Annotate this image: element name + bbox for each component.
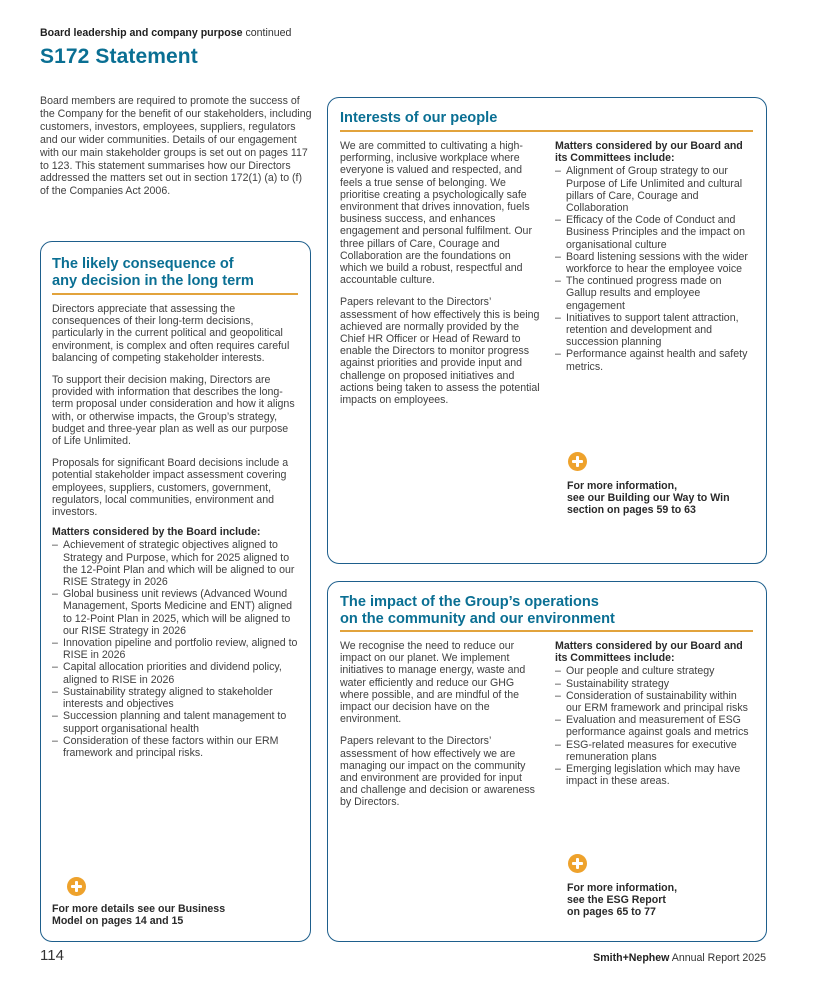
more-info-line: see the ESG Report — [567, 894, 666, 907]
people-box — [327, 97, 767, 564]
more-info-line: Model on pages 14 and 15 — [52, 915, 184, 928]
long-term-matters-heading: Matters considered by the Board include: — [52, 526, 261, 539]
long-term-body — [52, 303, 298, 759]
list-item: – Alignment of Group strategy to our Purpose of Life Unlimited and cultural pillars of Care, Courage and Collaboration — [555, 165, 755, 214]
community-title-rule — [340, 630, 753, 632]
plus-circle-icon — [568, 452, 587, 471]
long-term-title-line2: any decision in the long term — [52, 273, 254, 289]
page-title: S172 Statement — [40, 45, 198, 68]
more-info-line: For more details see our Business — [52, 903, 226, 915]
list-item: – Efficacy of the Code of Conduct and Business Principles and the impact on organisational culture — [555, 214, 755, 251]
list-item: – Capital allocation priorities and dividend policy, aligned to RISE in 2026 — [52, 661, 298, 685]
list-item: – Evaluation and measurement of ESG performance against goals and metrics — [555, 714, 755, 738]
people-more-info — [567, 480, 730, 517]
section-continued: continued — [245, 27, 292, 39]
community-body — [340, 640, 540, 819]
community-paragraph: We recognise the need to reduce our impact on our planet. We implement initiatives to manage energy, waste and water efficiently and reduce our GHG where possible, and are mindful of the impact our decision have on the environment. — [340, 640, 526, 726]
plus-circle-icon — [67, 877, 86, 896]
long-term-matters-list — [52, 539, 298, 759]
people-paragraph: Papers relevant to the Directors’ assessment of how effectively this is being achieved are normally provided by the Chief HR Officer or Head of Reward to enable the Directors to monitor progress against priorities and provide input and challenge on proposed initiatives and actions being taken to assess the potential impacts on employees. — [340, 296, 540, 407]
more-info-line: For more information, — [567, 882, 678, 894]
people-title: Interests of our people — [340, 110, 498, 126]
long-term-paragraph: To support their decision making, Directors are provided with information that describes the long-term proposal under consideration and how it aligns with, or otherwise impacts, the Group’s strategy, budget and three-year plan as well as our purpose of Life Unlimited. — [52, 374, 295, 448]
community-matters-heading: Matters considered by our Board and its Committees include: — [555, 640, 743, 665]
list-item: – Consideration of sustainability within our ERM framework and principal risks — [555, 690, 755, 714]
community-paragraph: Papers relevant to the Directors’ assessment of how effectively we are managing our impact on the community and environment are provided for input and challenge and decision or awareness by Directors. — [340, 735, 535, 809]
community-title-line2: on the community and our environment — [340, 611, 615, 627]
people-matters-list — [555, 165, 755, 372]
people-title-rule — [340, 130, 753, 132]
brand-name: Smith+Nephew — [593, 952, 670, 964]
list-item: – Performance against health and safety metrics. — [555, 348, 755, 372]
more-info-line: on pages 65 to 77 — [567, 906, 656, 919]
list-item: – Consideration of these factors within our ERM framework and principal risks. — [52, 735, 298, 759]
community-more-info — [567, 882, 677, 919]
long-term-box — [40, 241, 311, 942]
list-item: – ESG-related measures for executive remuneration plans — [555, 739, 755, 763]
list-item: – Sustainability strategy aligned to stakeholder interests and objectives — [52, 686, 298, 710]
list-item: – Board listening sessions with the wider workforce to hear the employee voice — [555, 251, 755, 275]
long-term-paragraph: Proposals for significant Board decisions include a potential stakeholder impact assessment covering employees, suppliers, customers, government, regulators, local communities, environment and investors. — [52, 457, 289, 519]
list-item: – Achievement of strategic objectives aligned to Strategy and Purpose, which for 2025 aligned to the 12-Point Plan and which will be aligned to our RISE Strategy in 2026 — [52, 539, 298, 588]
report-name: Annual Report 2025 — [671, 952, 766, 964]
section-header — [40, 27, 291, 39]
people-body — [340, 140, 540, 416]
community-matters — [555, 640, 755, 787]
list-item: – Sustainability strategy — [555, 678, 755, 690]
more-info-line: For more information, — [567, 480, 678, 492]
people-paragraph: We are committed to cultivating a high-performing, inclusive workplace where everyone is valued and respected, and feels a true sense of belonging. We prioritise creating a psychologically safe environment that drives innovation, fuels business success, and enhances engagement and personal fulfilment. Our three pillars of Care, Courage and Collaboration are the foundations on which we build a robust, respectful and accountable culture. — [340, 140, 532, 287]
list-item: – Innovation pipeline and portfolio review, aligned to RISE in 2026 — [52, 637, 298, 661]
long-term-paragraph: Directors appreciate that assessing the consequences of their long-term decisions, particularly in the current political and geopolitical environment, is complex and often requires careful balancing of competing stakeholder interests. — [52, 303, 290, 364]
community-title — [340, 594, 615, 628]
long-term-title-line1: The likely consequence of — [52, 256, 234, 272]
community-title-line1: The impact of the Group’s operations — [340, 594, 599, 610]
list-item: – Global business unit reviews (Advanced Wound Management, Sports Medicine and ENT) aligned to 12-Point Plan in 2025, which will be aligned to our RISE Strategy in 2026 — [52, 588, 298, 637]
list-item: – Initiatives to support talent attraction, retention and development and succession planning — [555, 312, 755, 349]
list-item: – Our people and culture strategy — [555, 665, 755, 677]
long-term-title-rule — [52, 293, 298, 295]
section-name: Board leadership and company purpose — [40, 27, 243, 39]
people-matters-heading: Matters considered by our Board and its Committees include: — [555, 140, 743, 165]
long-term-more-info — [52, 903, 225, 927]
list-item: – Emerging legislation which may have impact in these areas. — [555, 763, 755, 787]
more-info-line: see our Building our Way to Win — [567, 492, 730, 505]
long-term-title — [52, 256, 254, 290]
community-matters-list — [555, 665, 755, 787]
people-matters — [555, 140, 755, 373]
page-number: 114 — [40, 947, 64, 964]
list-item: – The continued progress made on Gallup results and employee engagement — [555, 275, 755, 312]
community-box — [327, 581, 767, 942]
list-item: – Succession planning and talent management to support organisational health — [52, 710, 298, 734]
plus-circle-icon — [568, 854, 587, 873]
more-info-line: section on pages 59 to 63 — [567, 504, 696, 517]
footer-brand — [593, 952, 766, 964]
intro-paragraph: Board members are required to promote the success of the Company for the benefit of our stakeholders, including customers, investors, employees, suppliers, regulators and our wider communities. Details of our engagement with our main stakeholder groups is set out on pages 117 to 123. This statement summarises how our Directors addressed the matters set out in section 172(1) (a) to (f) of the Companies Act 2006. — [40, 95, 312, 198]
